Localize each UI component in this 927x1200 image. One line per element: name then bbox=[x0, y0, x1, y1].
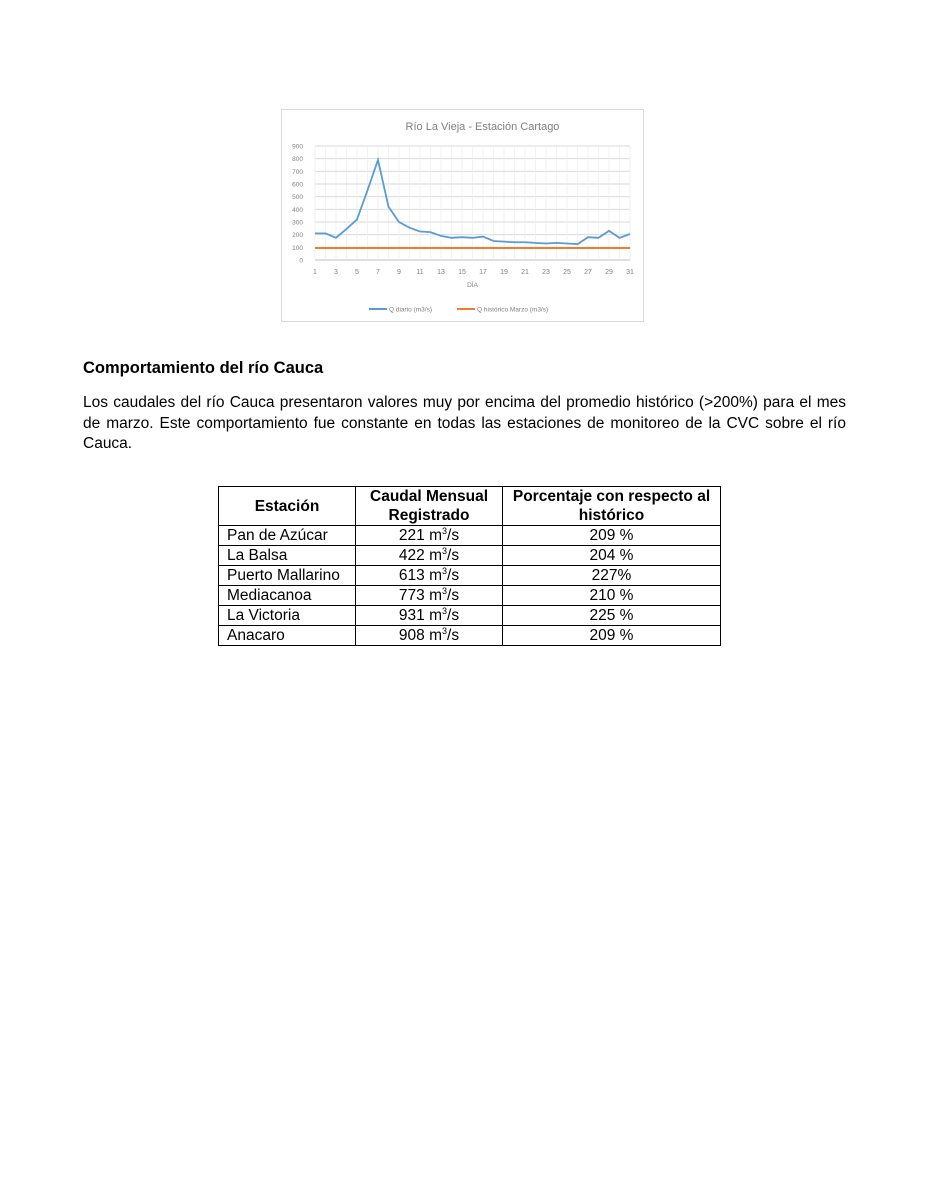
y-tick-label: 500 bbox=[292, 194, 303, 202]
percent-value: 209 % bbox=[503, 526, 721, 546]
x-tick-label: 27 bbox=[584, 269, 592, 276]
percent-value: 227% bbox=[503, 566, 721, 586]
station-name: Pan de Azúcar bbox=[219, 526, 356, 546]
x-tick-label: 31 bbox=[626, 269, 634, 276]
flow-chart-svg bbox=[282, 110, 645, 323]
y-tick-label: 200 bbox=[292, 232, 303, 240]
flow-value: 931 $m^3/s$ bbox=[356, 606, 503, 626]
x-tick-label: 17 bbox=[479, 269, 487, 276]
table-row bbox=[219, 526, 721, 546]
x-tick-label: 25 bbox=[563, 269, 571, 276]
station-flow-table bbox=[218, 486, 721, 646]
chart-title: Río La Vieja - Estación Cartago bbox=[405, 121, 560, 133]
flow-value: 773 $m^3/s$ bbox=[356, 586, 503, 606]
percent-value: 209 % bbox=[503, 626, 721, 646]
flow-chart bbox=[281, 109, 644, 322]
percent-value: 210 % bbox=[503, 586, 721, 606]
legend-label: Q diario (m3/s) bbox=[389, 306, 432, 314]
section-paragraph: Los caudales del río Cauca presentaron valores muy por encima del promedio histórico (>200%) para el mes de marzo. Este comportamiento fue constante en todas las estaciones de monitoreo de la CVC sobre el río Cauca. bbox=[83, 394, 846, 452]
y-tick-label: 800 bbox=[292, 156, 303, 164]
table-row bbox=[219, 566, 721, 586]
x-axis-label: DÍA bbox=[467, 282, 478, 289]
section-heading: Comportamiento del río Cauca bbox=[83, 359, 324, 377]
header-percent: Porcentaje con respecto al histórico bbox=[503, 487, 721, 526]
station-name: Mediacanoa bbox=[219, 586, 356, 606]
percent-value: 225 % bbox=[503, 606, 721, 626]
y-tick-label: 100 bbox=[292, 244, 303, 252]
table-row bbox=[219, 606, 721, 626]
x-tick-label: 21 bbox=[521, 269, 529, 276]
table-header-row bbox=[219, 487, 721, 526]
y-tick-label: 700 bbox=[292, 168, 303, 176]
y-tick-label: 600 bbox=[292, 181, 303, 189]
table-body bbox=[219, 526, 721, 646]
station-name: Anacaro bbox=[219, 626, 356, 646]
table-row bbox=[219, 546, 721, 566]
x-tick-label: 9 bbox=[397, 269, 401, 276]
x-tick-label: 19 bbox=[500, 269, 508, 276]
x-tick-label: 13 bbox=[437, 269, 445, 276]
y-tick-label: 0 bbox=[299, 257, 303, 265]
x-tick-label: 7 bbox=[376, 269, 380, 276]
x-tick-label: 15 bbox=[458, 269, 466, 276]
header-flow: Caudal Mensual Registrado bbox=[356, 487, 503, 526]
legend-label: Q histórico Marzo (m3/s) bbox=[477, 306, 549, 314]
y-tick-label: 300 bbox=[292, 219, 303, 227]
x-tick-label: 1 bbox=[313, 269, 317, 276]
x-tick-label: 3 bbox=[334, 269, 338, 276]
x-tick-label: 29 bbox=[605, 269, 613, 276]
y-tick-label: 900 bbox=[292, 143, 303, 151]
x-tick-label: 5 bbox=[355, 269, 359, 276]
percent-value: 204 % bbox=[503, 546, 721, 566]
station-name: La Balsa bbox=[219, 546, 356, 566]
x-tick-label: 23 bbox=[542, 269, 550, 276]
station-name: Puerto Mallarino bbox=[219, 566, 356, 586]
flow-value: 221 $m^3/s$ bbox=[356, 526, 503, 546]
x-tick-label: 11 bbox=[416, 269, 424, 276]
flow-value: 908 $m^3/s$ bbox=[356, 626, 503, 646]
header-station: Estación bbox=[219, 487, 356, 526]
flow-value: 613 $m^3/s$ bbox=[356, 566, 503, 586]
y-tick-label: 400 bbox=[292, 206, 303, 214]
table-row bbox=[219, 586, 721, 606]
flow-value: 422 $m^3/s$ bbox=[356, 546, 503, 566]
station-name: La Victoria bbox=[219, 606, 356, 626]
table-row bbox=[219, 626, 721, 646]
